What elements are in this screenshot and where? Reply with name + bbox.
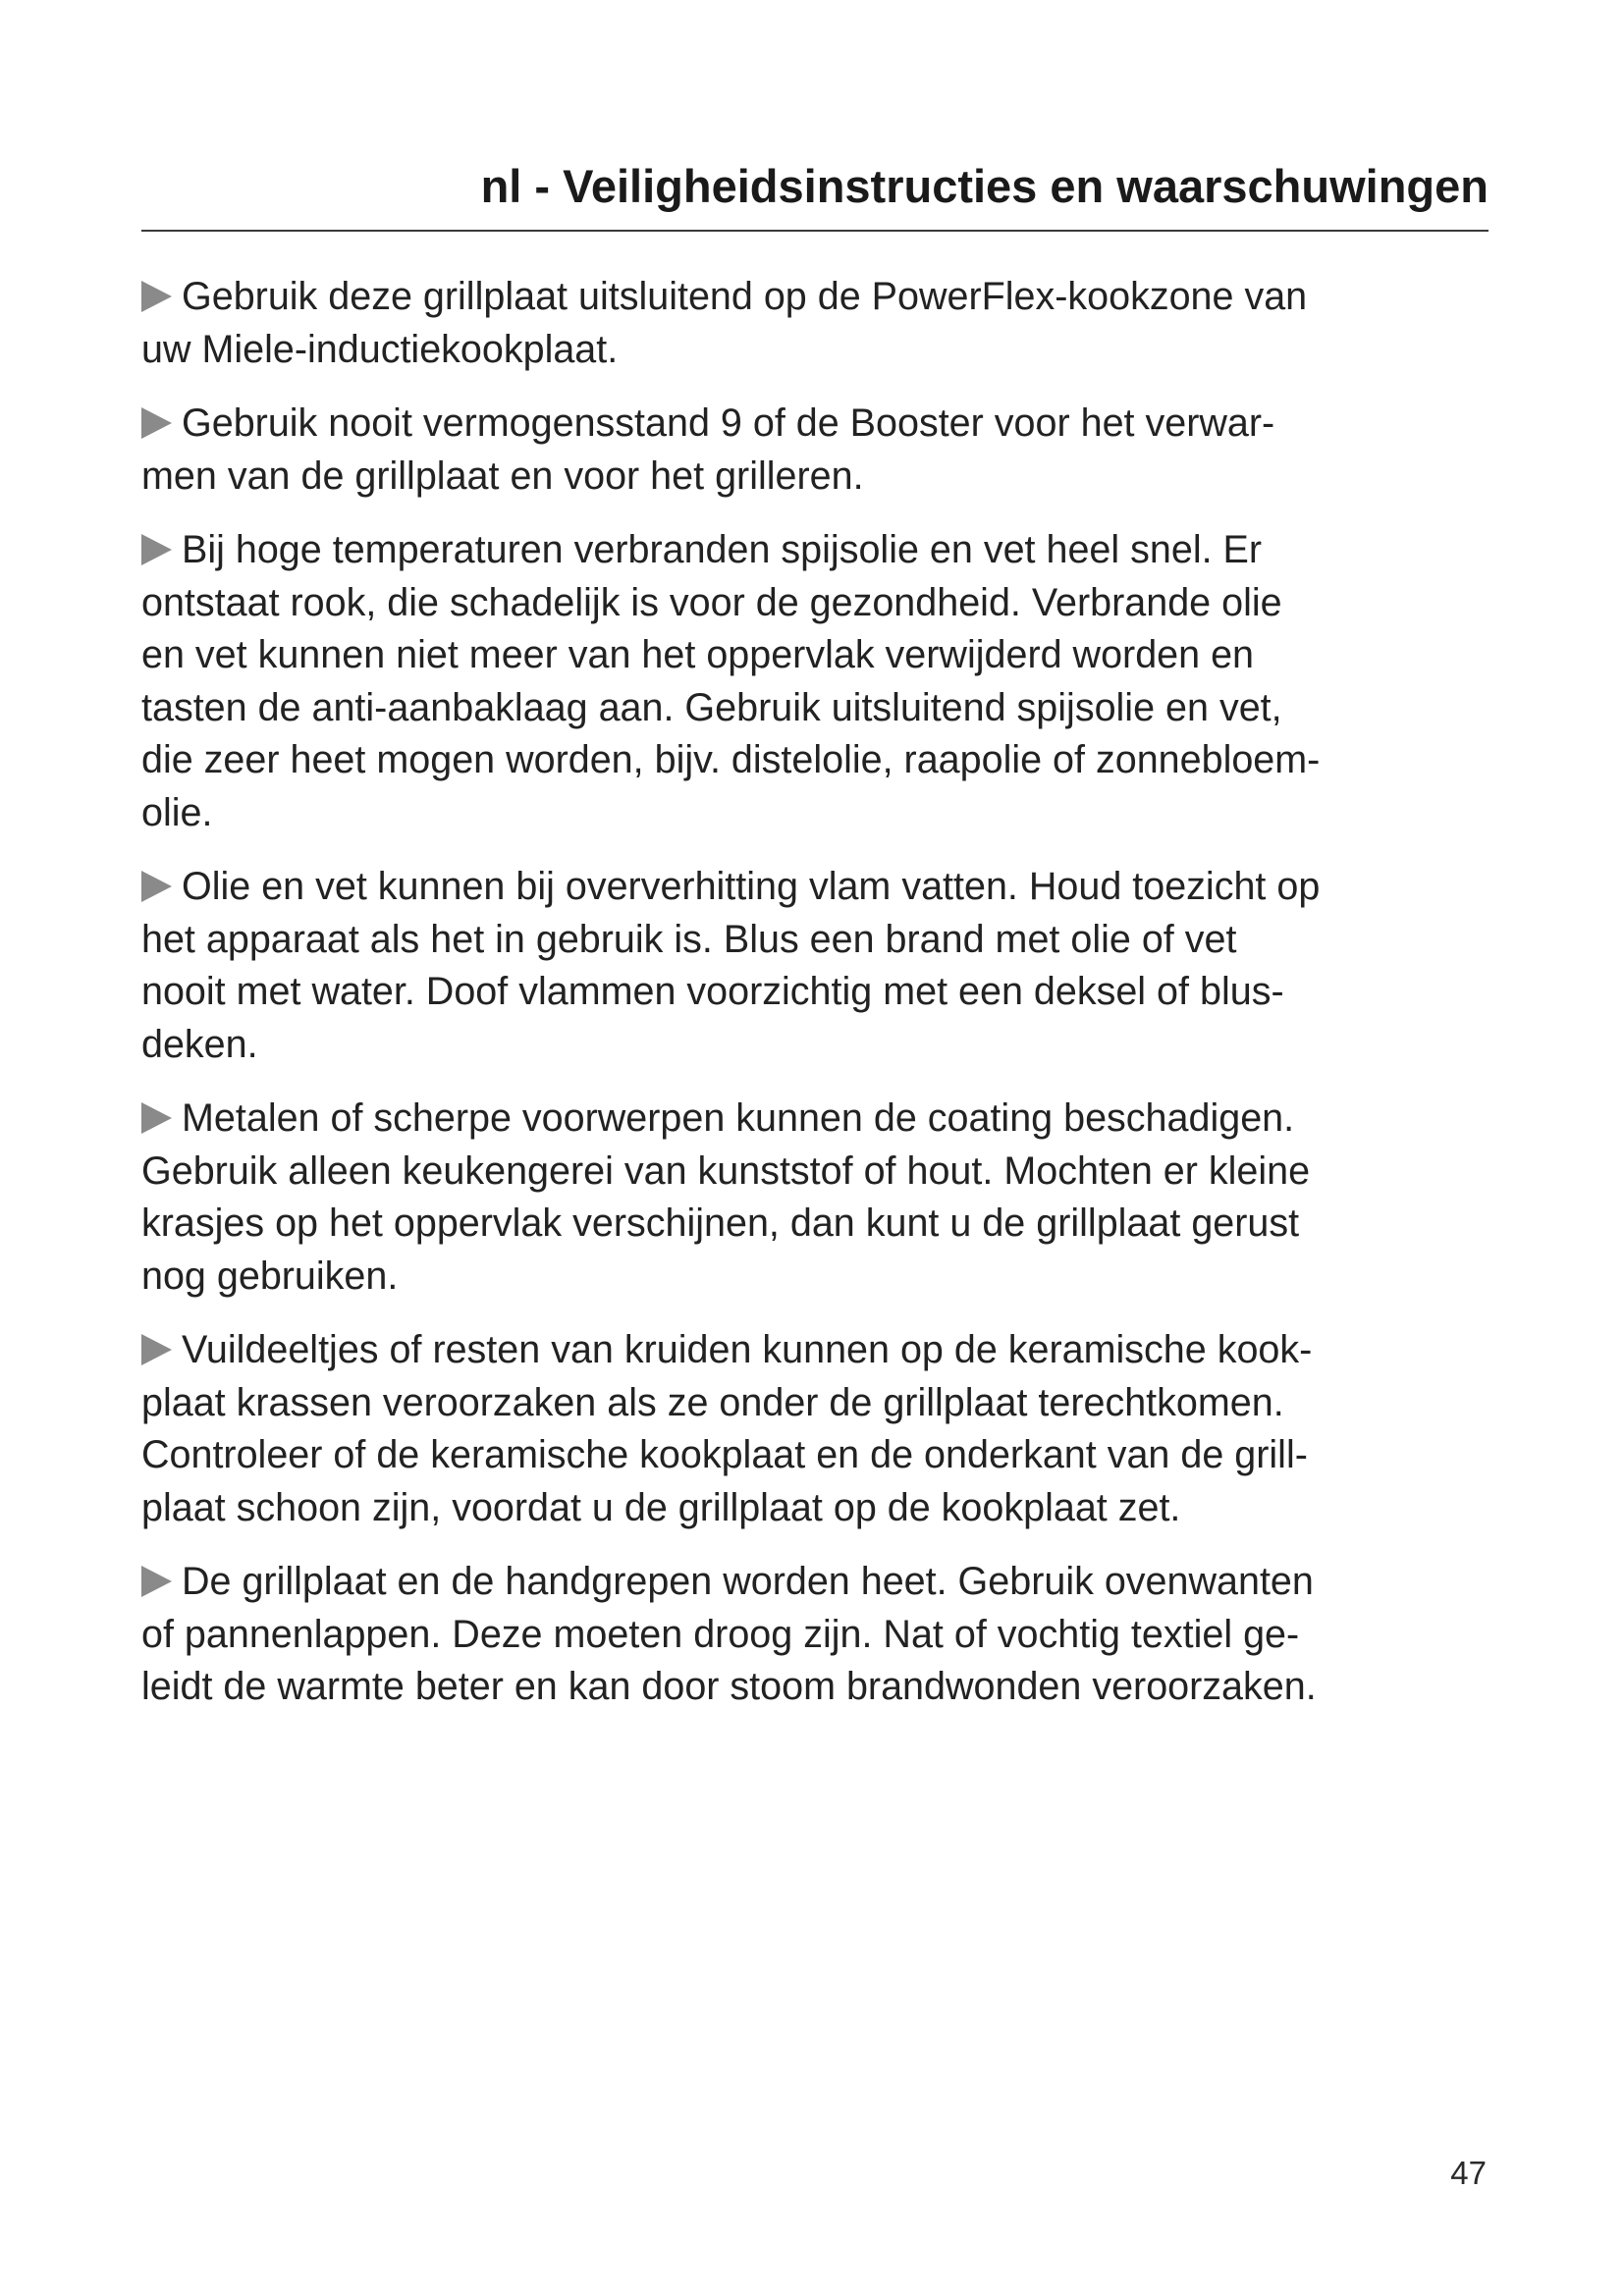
triangle-right-icon xyxy=(141,281,172,312)
warning-text: Metalen of scherpe voorwerpen kunnen de coating beschadigen. xyxy=(182,1096,1295,1140)
warning-line: uw Miele-inductiekookplaat. xyxy=(141,327,619,371)
warning-line: leidt de warmte beter en kan door stoom brandwonden veroorzaken. xyxy=(141,1665,1317,1708)
triangle-right-icon xyxy=(141,1334,172,1365)
triangle-right-icon xyxy=(141,407,172,439)
warning-line: Gebruik alleen keukengerei van kunststof of hout. Mochten er kleine xyxy=(141,1148,1311,1193)
warning-line xyxy=(141,271,1496,324)
warnings-list xyxy=(141,271,1496,1735)
warning-line: die zeer heet mogen worden, bijv. distelolie, raapolie of zonnebloem- xyxy=(141,738,1321,781)
warning-item xyxy=(141,524,1496,839)
warning-line: Controleer of de keramische kookplaat en de onderkant van de grill- xyxy=(141,1433,1308,1476)
warning-item xyxy=(141,398,1496,503)
warning-line xyxy=(141,1324,1496,1377)
warning-line: plaat schoon zijn, voordat u de grillplaat op de kookplaat zet. xyxy=(141,1485,1181,1529)
triangle-right-icon xyxy=(141,534,172,565)
warning-line: plaat krassen veroorzaken als ze onder de grillplaat terechtkomen. xyxy=(141,1380,1284,1424)
warning-line: ontstaat rook, die schadelijk is voor de gezondheid. Verbrande olie xyxy=(141,580,1282,624)
warning-line xyxy=(141,861,1496,914)
warning-line: nog gebruiken. xyxy=(141,1254,399,1298)
page-number: 47 xyxy=(1450,2155,1487,2191)
warning-line: en vet kunnen niet meer van het oppervlak verwijderd worden en xyxy=(141,633,1255,676)
warning-line: olie. xyxy=(141,790,213,834)
warning-text: Bij hoge temperaturen verbranden spijsolie en vet heel snel. Er xyxy=(182,528,1263,571)
triangle-right-icon xyxy=(141,1566,172,1597)
page-header xyxy=(141,147,1489,232)
warning-line: het apparaat als het in gebruik is. Blus een brand met olie of vet xyxy=(141,917,1237,961)
warning-line xyxy=(141,1556,1496,1609)
warning-line: tasten de anti-aanbaklaag aan. Gebruik uitsluitend spijsolie en vet, xyxy=(141,685,1282,729)
warning-text: Gebruik deze grillplaat uitsluitend op de PowerFlex-kookzone van xyxy=(182,275,1308,318)
warning-item xyxy=(141,1093,1496,1303)
warning-line: nooit met water. Doof vlammen voorzichtig met een deksel of blus- xyxy=(141,970,1284,1013)
warning-item xyxy=(141,861,1496,1071)
warning-line: men van de grillplaat en voor het grilleren. xyxy=(141,454,864,498)
warning-text: Vuildeeltjes of resten van kruiden kunnen op de keramische kook- xyxy=(182,1328,1313,1371)
warning-text: Gebruik nooit vermogensstand 9 of de Booster voor het verwar- xyxy=(182,401,1275,445)
warning-line: deken. xyxy=(141,1022,258,1066)
warning-item xyxy=(141,271,1496,376)
warning-line xyxy=(141,398,1496,451)
warning-text: De grillplaat en de handgrepen worden heet. Gebruik ovenwanten xyxy=(182,1560,1314,1603)
warning-line xyxy=(141,524,1496,577)
warning-text: Olie en vet kunnen bij oververhitting vlam vatten. Houd toezicht op xyxy=(182,865,1321,908)
warning-line xyxy=(141,1093,1496,1146)
warning-line: krasjes op het oppervlak verschijnen, dan kunt u de grillplaat gerust xyxy=(141,1201,1300,1245)
page-title: nl - Veiligheidsinstructies en waarschuwingen xyxy=(480,160,1489,212)
warning-line: of pannenlappen. Deze moeten droog zijn. Nat of vochtig textiel ge- xyxy=(141,1612,1300,1656)
warning-item xyxy=(141,1324,1496,1534)
triangle-right-icon xyxy=(141,871,172,902)
warning-item xyxy=(141,1556,1496,1714)
triangle-right-icon xyxy=(141,1102,172,1134)
